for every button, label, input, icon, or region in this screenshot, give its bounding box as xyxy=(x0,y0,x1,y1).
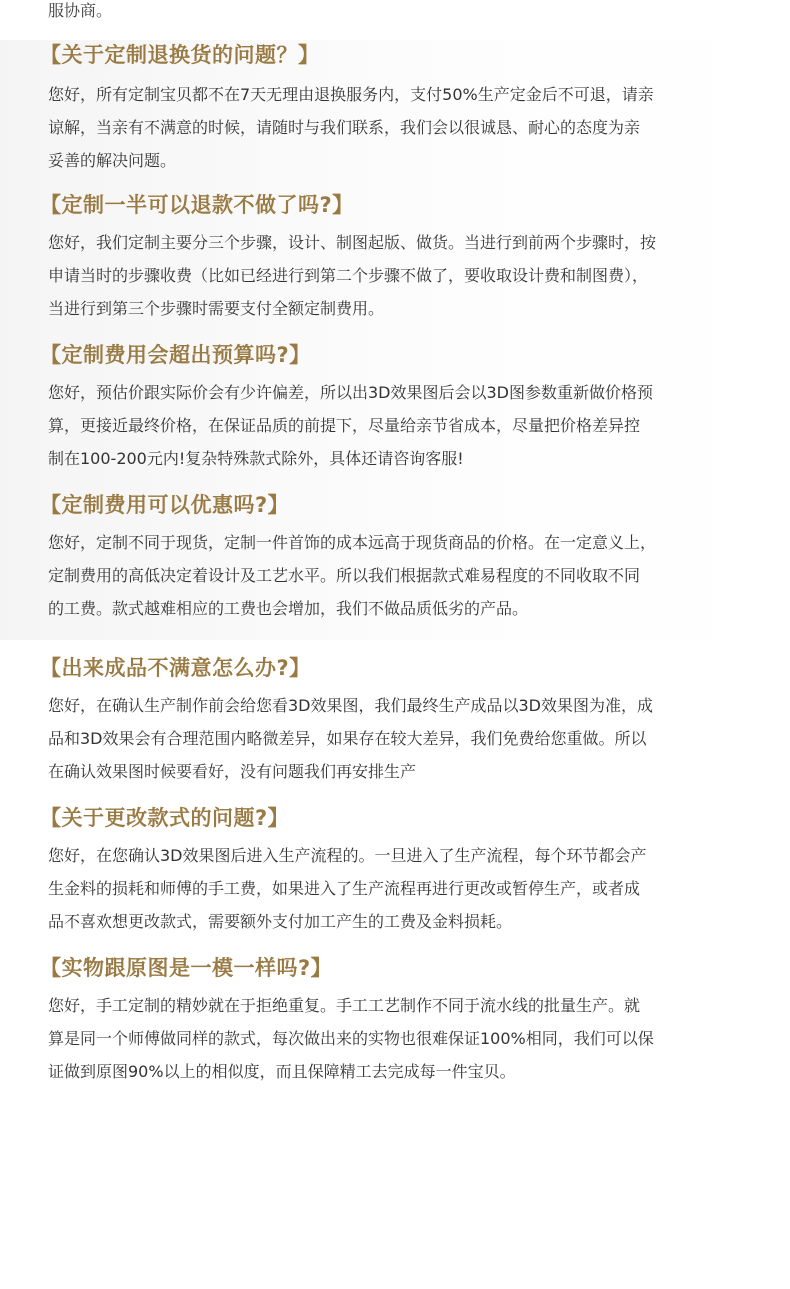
faq-answer xyxy=(48,376,760,475)
faq-answer-line: 您好，在您确认3D效果图后进入生产流程的。一旦进入了生产流程，每个环节都会产 xyxy=(48,846,647,865)
faq-section-change-style xyxy=(0,803,790,953)
faq-answer-line: 您好，我们定制主要分三个步骤，设计、制图起版、做货。当进行到前两个步骤时，按 xyxy=(48,233,657,252)
faq-answer xyxy=(48,526,760,625)
faq-answer-line: 您好，所有定制宝贝都不在7天无理由退换服务内，支付50%生产定金后不可退，请亲 xyxy=(48,85,654,104)
faq-title: 【定制一半可以退款不做了吗?】 xyxy=(40,193,354,217)
faq-answer-line: 算，更接近最终价格，在保证品质的前提下，尽量给亲节省成本，尽量把价格差异控 xyxy=(48,416,641,435)
faq-section-same-as-original xyxy=(0,953,790,1103)
faq-answer xyxy=(48,989,760,1088)
faq-section-budget xyxy=(0,340,790,490)
faq-answer xyxy=(48,226,760,325)
faq-title: 【出来成品不满意怎么办?】 xyxy=(40,656,311,680)
faq-title: 【定制费用可以优惠吗?】 xyxy=(40,493,290,517)
faq-answer-line: 您好，在确认生产制作前会给您看3D效果图，我们最终生产成品以3D效果图为准，成 xyxy=(48,696,654,715)
top-text-fragment: 服协商。 xyxy=(48,1,113,20)
faq-answer-line: 当进行到第三个步骤时需要支付全额定制费用。 xyxy=(48,299,385,318)
faq-title: 【定制费用会超出预算吗?】 xyxy=(40,343,311,367)
faq-answer-line: 定制费用的高低决定着设计及工艺水平。所以我们根据款式难易程度的不同收取不同 xyxy=(48,566,641,585)
faq-section-return-policy xyxy=(0,40,790,190)
faq-section-discount xyxy=(0,490,790,640)
faq-answer xyxy=(48,78,760,177)
faq-section-unsatisfied-product xyxy=(0,653,790,803)
faq-title: 【实物跟原图是一模一样吗?】 xyxy=(40,956,333,980)
faq-answer-line: 您好，手工定制的精妙就在于拒绝重复。手工工艺制作不同于流水线的批量生产。就 xyxy=(48,996,641,1015)
faq-answer xyxy=(48,689,760,788)
faq-title: 【关于定制退换货的问题？】 xyxy=(40,43,320,67)
faq-answer-line: 制在100-200元内!复杂特殊款式除外，具体还请咨询客服! xyxy=(48,449,464,468)
faq-answer-line: 谅解，当亲有不满意的时候，请随时与我们联系，我们会以很诚恳、耐心的态度为亲 xyxy=(48,118,641,137)
faq-answer-line: 在确认效果图时候要看好，没有问题我们再安排生产 xyxy=(48,762,417,781)
faq-answer-line: 您好，定制不同于现货，定制一件首饰的成本远高于现货商品的价格。在一定意义上， xyxy=(48,533,657,552)
faq-section-refund-midway xyxy=(0,190,790,340)
faq-answer-line: 的工费。款式越难相应的工费也会增加，我们不做品质低劣的产品。 xyxy=(48,599,529,618)
faq-answer xyxy=(48,839,760,938)
faq-answer-line: 证做到原图90%以上的相似度，而且保障精工去完成每一件宝贝。 xyxy=(48,1062,516,1081)
faq-answer-line: 品和3D效果会有合理范围内略微差异，如果存在较大差异，我们免费给您重做。所以 xyxy=(48,729,647,748)
faq-answer-line: 生金料的损耗和师傅的手工费，如果进入了生产流程再进行更改或暂停生产，或者成 xyxy=(48,879,641,898)
faq-answer-line: 申请当时的步骤收费（比如已经进行到第二个步骤不做了，要收取设计费和制图费）， xyxy=(48,266,649,285)
faq-answer-line: 您好，预估价跟实际价会有少许偏差，所以出3D效果图后会以3D图参数重新做价格预 xyxy=(48,383,654,402)
faq-answer-line: 品不喜欢想更改款式，需要额外支付加工产生的工费及金料损耗。 xyxy=(48,912,513,931)
faq-answer-line: 妥善的解决问题。 xyxy=(48,151,177,170)
faq-title: 【关于更改款式的问题?】 xyxy=(40,806,290,830)
faq-answer-line: 算是同一个师傅做同样的款式，每次做出来的实物也很难保证100%相同，我们可以保 xyxy=(48,1029,654,1048)
